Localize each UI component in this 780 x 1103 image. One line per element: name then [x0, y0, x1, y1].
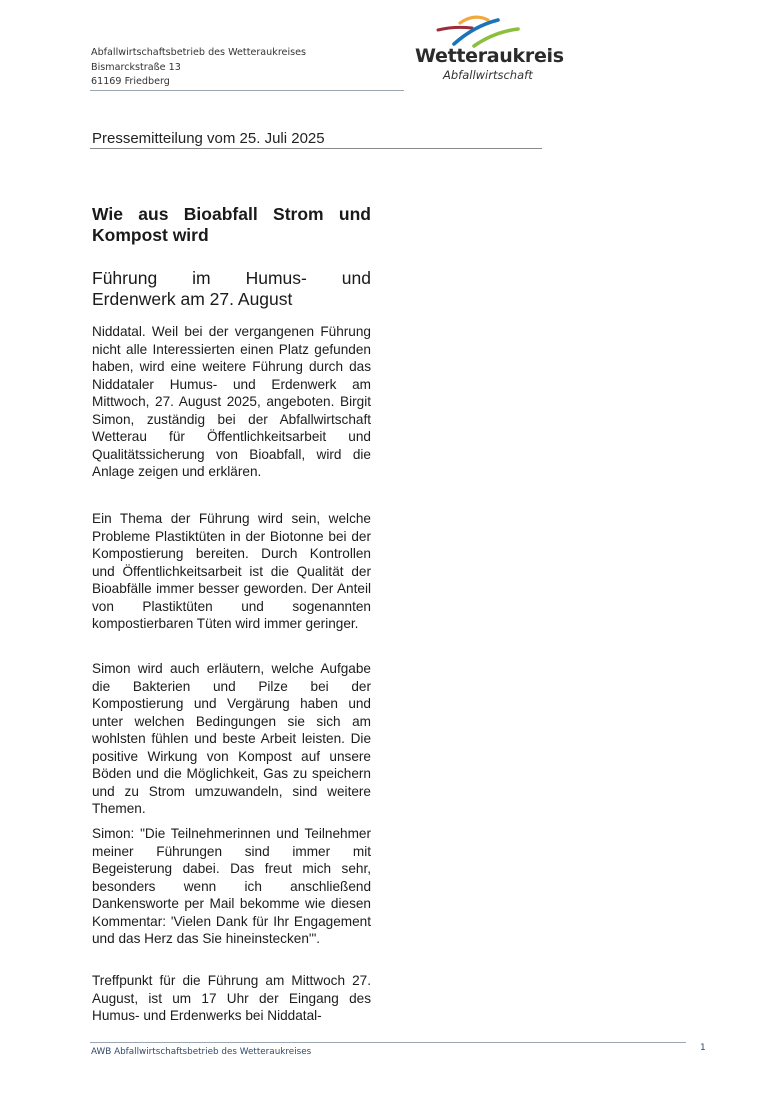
sender-name: Abfallwirtschaftsbetrieb des Wetteraukreises	[91, 47, 307, 58]
paragraph-meeting-point: Treffpunkt für die Führung am Mittwoch 27. August, ist um 17 Uhr der Eingang des Humus- und Erdenwerks bei Niddatal-	[92, 973, 371, 1023]
subheadline-line-2: Erdenwerk am 27. August	[92, 289, 293, 309]
logo	[405, 14, 564, 84]
subheadline-line-1: Führung im Humus- und	[92, 268, 371, 288]
logo-name: Wetteraukreis	[415, 45, 564, 67]
paragraph-intro: Niddatal. Weil bei der vergangenen Führung nicht alle Interessierten einen Platz gefunden haben, wird eine weitere Führung durch das Niddataler Humus- und Erdenwerk am Mittwoch, 27. August 2025, angeboten. Birgit Simon, zuständig bei der Abfallwirtschaft Wetterau für Öffentlichkeitsarbeit und Qualitätssicherung von Bioabfall, wird die Anlage zeigen und erklären.	[92, 324, 371, 479]
logo-subtitle: Abfallwirtschaft	[443, 68, 533, 82]
press-release-date: Pressemitteilung vom 25. Juli 2025	[92, 130, 325, 147]
press-divider	[90, 148, 542, 149]
headline: Wie aus Bioabfall Strom und Kompost wird	[92, 204, 371, 245]
page-number: 1	[700, 1043, 706, 1053]
paragraph-explain: Simon wird auch erläutern, welche Aufgabe die Bakterien und Pilze bei der Kompostierung und Vergärung haben und unter welchen Bedingungen sie sich am wohlsten fühlen und beste Arbeit leisten. Die positive Wirkung von Kompost auf unsere Böden und die Möglichkeit, Gas zu speichern und zu Strom umzuwandeln, sind weitere Themen.	[92, 661, 371, 816]
sender-city: 61169 Friedberg	[91, 76, 170, 87]
paragraph-topic: Ein Thema der Führung wird sein, welche Probleme Plastiktüten in der Biotonne bei der Kompostierung bereiten. Durch Kontrollen und Öffentlichkeitsarbeit ist die Qualität der Bioabfälle immer besser geworden. Der Anteil von Plastiktüten und sogenannten kompostierbaren Tüten wird immer geringer.	[92, 511, 371, 631]
paragraph-quote: Simon: "Die Teilnehmerinnen und Teilnehmer meiner Führungen sind immer mit Begeisterung dabei. Das freut mich sehr, besonders wenn ich anschließend Dankensworte per Mail bekomme wie diesen Kommentar: 'Vielen Dank für Ihr Engagement und das Herz das Sie hineinstecken'".	[92, 826, 371, 946]
footer-divider	[90, 1042, 686, 1043]
sender-divider	[90, 90, 404, 91]
subheadline	[92, 268, 371, 310]
footer-text: AWB Abfallwirtschaftsbetrieb des Wetteraukreises	[91, 1047, 312, 1057]
sender-street: Bismarckstraße 13	[91, 61, 181, 73]
sender-address	[91, 46, 306, 90]
logo-swoosh-icon	[432, 14, 532, 48]
